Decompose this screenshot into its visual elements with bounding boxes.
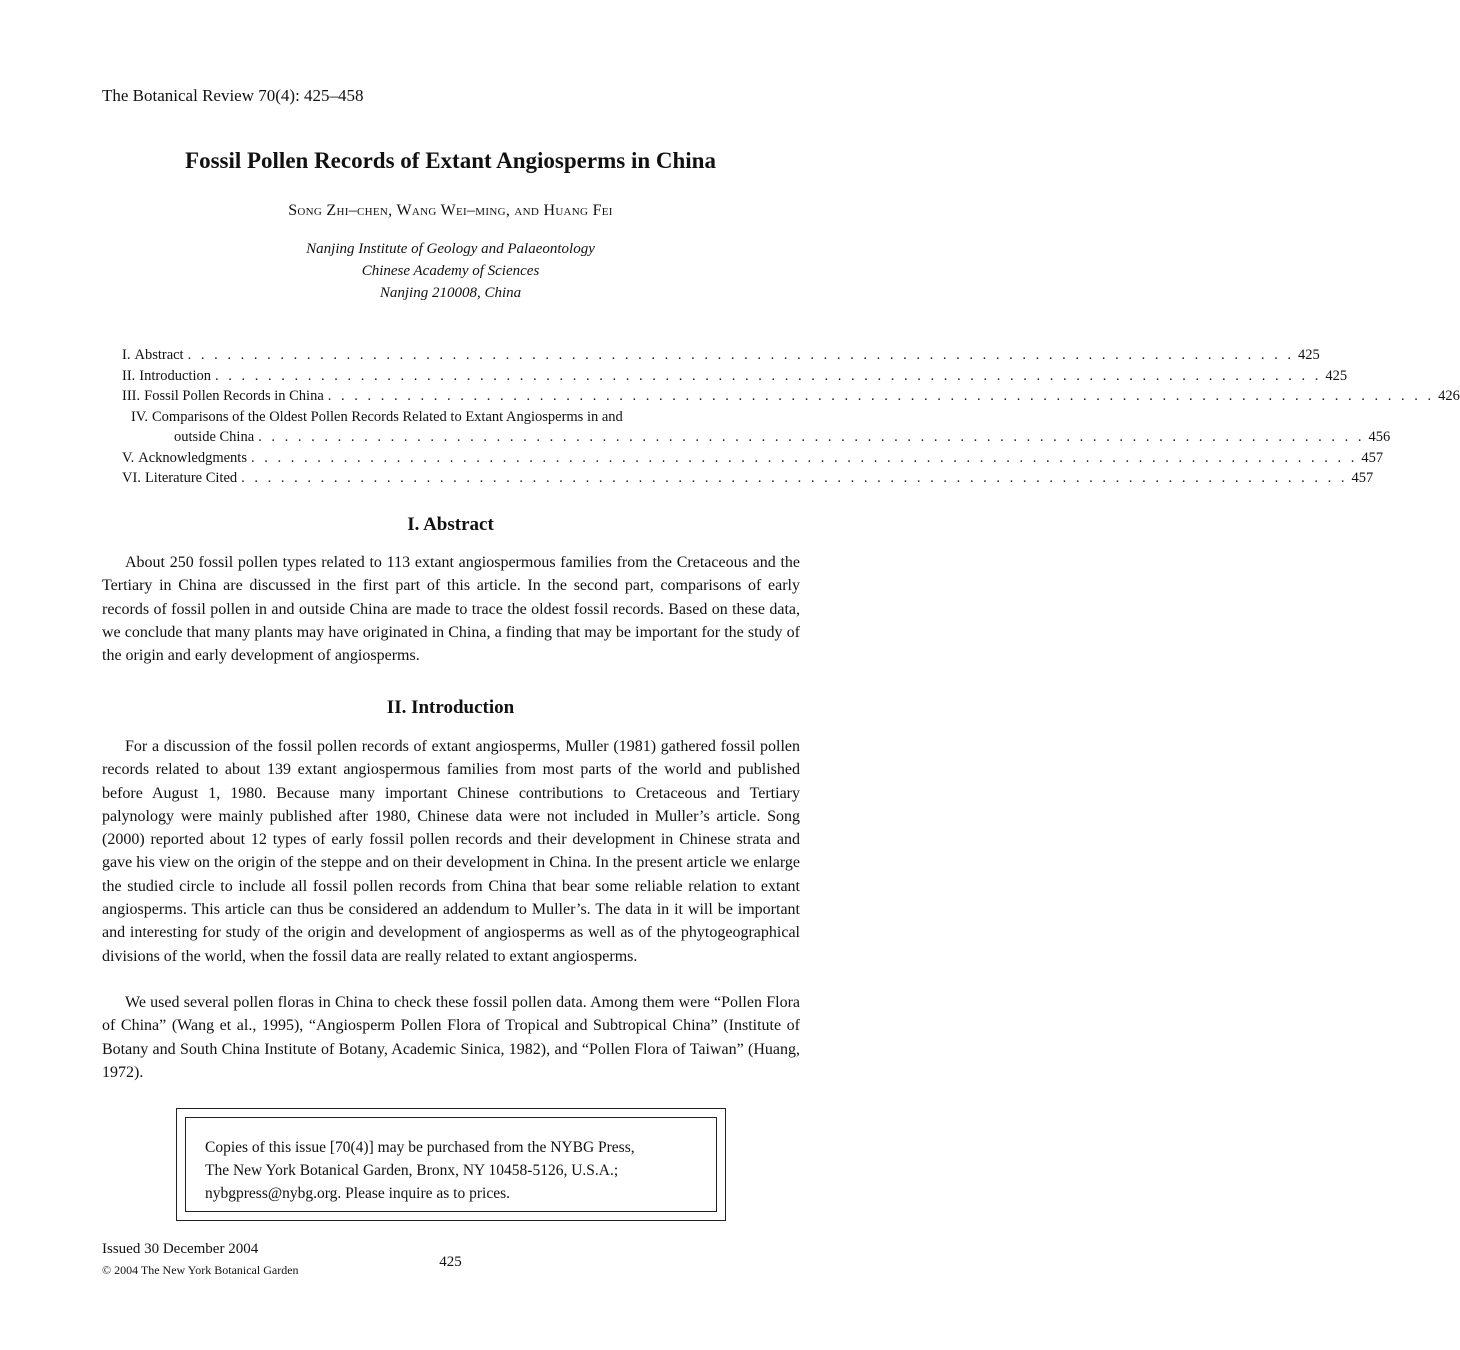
abstract-paragraph: About 250 fossil pollen types related to 113 extant angiospermous families from the Cretaceous and the Tertiary in China are discussed in the first part of this article. In the second part, comparisons of early records of fossil pollen in and outside China are made to trace the oldest fossil records. Based on these data, we conclude that many plants may have originated in China, a finding that may be important for the study of the origin and early development of angiosperms. — [102, 554, 800, 665]
copyright-notice: © 2004 The New York Botanical Garden — [102, 1263, 299, 1277]
toc-row[interactable] — [122, 386, 1460, 407]
toc-number: II. — [122, 367, 136, 384]
toc-leader-dots: . . . . . . . . . . . . . . . . . . . . . . . . . . . . . . . . . . . . . . . . . . . . . . . . . . . . . . . . . . . . . . . . . . . . . . . . . . . . . . . . . . . . — [258, 429, 1365, 445]
toc-page: 425 — [1297, 347, 1320, 363]
affiliation-line: Chinese Academy of Sciences — [361, 263, 540, 279]
introduction-heading: II. Introduction — [386, 697, 515, 718]
toc-number: V. — [122, 449, 135, 466]
toc-number: IV. — [130, 408, 148, 425]
toc-label: outside China — [174, 429, 255, 445]
toc-page: 457 — [1351, 470, 1374, 486]
toc-number: VI. — [122, 470, 141, 486]
article-authors: Song Zhi–chen, Wang Wei–ming, and Huang Fei — [288, 202, 613, 219]
introduction-paragraph: For a discussion of the fossil pollen records of extant angiosperms, Muller (1981) gathered fossil pollen records related to about 139 extant angiospermous families from most parts of the world and published before August 1, 1980. Because many important Chinese contributions to Cretaceous and Tertiary palynology were mainly published after 1980, Chinese data were not included in Muller’s article. Song (2000) reported about 12 types of early fossil pollen records and their development in Chinese strata and gave his view on the origin of the steppe and on their development in China. In the present article we enlarge the studied circle to include all fossil pollen records from China that bear some reliable relation to extant angiosperms. This article can thus be considered an addendum to Muller’s. The data in it will be important and interesting for study of the origin and development of angiosperms as well as of the phytogeographical divisions of the world, when the fossil data are really related to extant angiosperms. — [102, 738, 800, 965]
abstract-heading: I. Abstract — [407, 514, 494, 535]
toc-leader-dots: . . . . . . . . . . . . . . . . . . . . . . . . . . . . . . . . . . . . . . . . . . . . . . . . . . . . . . . . . . . . . . . . . . . . . . . . . . . . . . . . . . . . — [250, 449, 1358, 466]
toc-page: 426 — [1438, 388, 1460, 404]
purchase-notice-text — [205, 1136, 704, 1205]
article-title: Fossil Pollen Records of Extant Angiosperms in China — [185, 148, 716, 173]
toc-page: 456 — [1368, 429, 1391, 445]
author-affiliation — [0, 238, 901, 304]
table-of-contents — [122, 345, 1460, 489]
toc-label: Acknowledgments — [138, 449, 247, 466]
issued-date: Issued 30 December 2004 — [102, 1241, 259, 1257]
toc-row[interactable] — [122, 407, 754, 428]
introduction-paragraph: We used several pollen floras in China to check these fossil pollen data. Among them were “Pollen Flora of China” (Wang et al., 1995), “Angiosperm Pollen Flora of Tropical and Subtropical China” (Institute of Botany and South China Institute of Botany, Academic Sinica, 1982), and “Pollen Flora of Taiwan” (Huang, 1972). — [102, 994, 800, 1081]
toc-row[interactable] — [122, 345, 1320, 366]
toc-number: I. — [122, 347, 131, 363]
notice-line: nybgpress@nybg.org. Please inquire as to prices. — [205, 1185, 510, 1202]
toc-leader-dots: . . . . . . . . . . . . . . . . . . . . . . . . . . . . . . . . . . . . . . . . . . . . . . . . . . . . . . . . . . . . . . . . . . . . . . . . . . . . . . . . . . . . — [187, 347, 1294, 363]
toc-row[interactable] — [122, 468, 1374, 489]
toc-leader-dots: . . . . . . . . . . . . . . . . . . . . . . . . . . . . . . . . . . . . . . . . . . . . . . . . . . . . . . . . . . . . . . . . . . . . . . . . . . . . . . . . . . . . — [327, 388, 1435, 404]
toc-label: Fossil Pollen Records in China — [144, 388, 324, 404]
affiliation-line: Nanjing 210008, China — [379, 285, 522, 301]
toc-row-continuation[interactable] — [122, 427, 1391, 448]
toc-label: Introduction — [139, 367, 211, 384]
toc-label: Abstract — [134, 347, 184, 363]
journal-reference: The Botanical Review 70(4): 425–458 — [102, 86, 364, 105]
toc-row[interactable] — [122, 448, 1384, 469]
toc-label: Comparisons of the Oldest Pollen Records Related to Extant Angiosperms in and — [152, 408, 623, 425]
purchase-notice-box — [176, 1108, 726, 1221]
toc-label: Literature Cited — [144, 470, 238, 486]
toc-leader-dots: . . . . . . . . . . . . . . . . . . . . . . . . . . . . . . . . . . . . . . . . . . . . . . . . . . . . . . . . . . . . . . . . . . . . . . . . . . . . . . . . . . . . — [241, 470, 1348, 486]
page-number: 425 — [439, 1254, 462, 1270]
toc-page: 457 — [1361, 449, 1384, 466]
toc-number: III. — [122, 388, 141, 404]
notice-line: Copies of this issue [70(4)] may be purchased from the NYBG Press, — [205, 1139, 635, 1156]
notice-line: The New York Botanical Garden, Bronx, NY 10458-5126, U.S.A.; — [205, 1162, 619, 1179]
purchase-notice-inner-border — [185, 1117, 717, 1212]
toc-page: 425 — [1325, 367, 1348, 384]
toc-leader-dots: . . . . . . . . . . . . . . . . . . . . . . . . . . . . . . . . . . . . . . . . . . . . . . . . . . . . . . . . . . . . . . . . . . . . . . . . . . . . . . . . . . . . — [214, 367, 1322, 384]
affiliation-line: Nanjing Institute of Geology and Palaeontology — [306, 241, 595, 257]
toc-row[interactable] — [122, 366, 1348, 387]
